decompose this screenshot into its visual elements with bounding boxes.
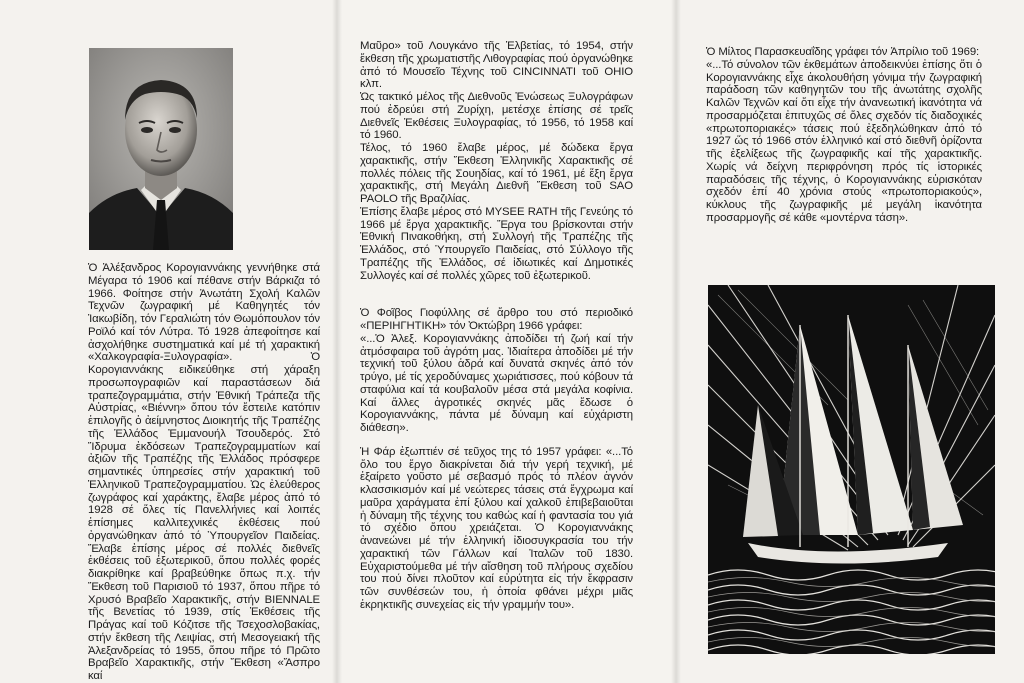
collections-paragraph: Ἐπίσης ἔλαβε μέρος στό MYSEE RATH τῆς Γενεύης τό 1966 μέ ἔργα χαρακτικῆς. Ἔργα του βρίσκονται στήν Ἐθνική Πινακοθήκη, στή Συλλογή τῆς Τραπέζης τῆς Ἑλλάδος, στό Ὑπουργεῖο Παιδείας, στό Σύλλογο τῆς Τραπέζης τῆς Ἑλλάδος, σέ ἰδιωτικές καί Δημοτικές Συλλογές καί σέ πολλές χῶρες τοῦ ἐξωτερικοῦ. xyxy=(360,205,633,282)
sailboats-woodcut xyxy=(708,285,995,654)
quote-text: «...Τό σύνολον τῶν ἐκθεμάτων ἀποδεικνύει ἐπίσης ὅτι ὁ Κορογιαννάκης εἶχε ἀκολουθήση γόνιμα τήν ζωγραφική παράδοση τῶν καθηγητῶν του τῆς ἀνωτάτης σχολῆς Καλῶν Τεχνῶν καί ὅτι εἶχε τήν ἀνανεωτική ἱκανότητα νά προσαρμόζεται ἐπιτυχῶς σέ ὅλες σχεδόν τίς διαδοχικές «πρωτοποριακές» τάσεις πού ἐξεδηλώθηκαν ἀπό τό 1927 ὥς τό 1966 στόν ἑλληνικό καί στό διεθνῆ ὁρίζοντα τῆς ἐξελίξεως τῆς ζωγραφικῆς καί τῆς χαρακτικῆς. Χωρίς νά δείχνη περιφρόνηση πρός τίς ἱστορικές παραδόσεις τῆς τέχνης, ὁ Κορογιαννάκης εὑρισκόταν σχεδόν ἐπί 40 χρόνια στούς «πρωτοποριακούς», κύκλους τῆς ζωγραφικῆς μέ μεγάλη ἱκανότητα προσαρμογῆς σέ κάθε «μοντέρνα τάση». xyxy=(706,58,982,224)
quote-text: Ἡ Φάρ ἐξωπτιέν σέ τεῦχος της τό 1957 γράφει: «...Τό ὅλο του ἔργο διακρίνεται διά τήν γερή τεχνική, μέ ἐξαίρετο γοῦστο μέ σεβασμό πρός τό πλέον ἁγνόν κλασσικισμόν καί μέ νεώτερες τάσεις στά ἔγχρωμα καί μαῦρα χαράγματα ἐπί ξύλου καί χαλκοῦ ἐπιβεβαιοῦται ἡ δύναμη τῆς τέχνης του καθώς καί ἡ φαντασία του γιά τό σχέδιο ὅπου χρειάζεται. Ὁ Κορογιαννάκης ἀνανεώνει μέ τήν ἑλληνική ἰδιοσυγκρασία του τήν χαρακτική τῶν Γάλλων καί Ἰταλῶν τοῦ 1830. Εὐχαριστούμεθα μέ τήν αἴσθηση τοῦ πλήρους σχεδίου του πού δίνει πλοῦτον καί εὐρύτητα εἰς τήν ἔκφρασιν τῶν συνθέσεών του, ἡ ὁποία φθάνει μέχρι μιᾶς ἐκρηκτικῆς συνεχείας εἰς τήν γραμμήν του». xyxy=(360,445,633,611)
right-column xyxy=(706,46,982,225)
fold-crease-right xyxy=(671,0,681,683)
quote-text: «...Ὁ Ἀλεξ. Κορογιαννάκης ἀποδίδει τή ζωή καί τήν ἀτμόσφαιρα τοῦ ἀγρότη μας. Ἰδιαίτερα ἀποδίδει μέ τήν τεχνική τοῦ ξύλου ἁδρά καί δυνατά σκηνές ἀπό τόν τρύγο, μέ τίς χεροδύναμες χωριάτισσες, πού κόβουν τά σταφύλια καί τά κουβαλοῦν μέσα στά μεγάλα κοφίνια. Καί ἄλλες ἀγροτικές σκηνές μᾶς ἔδωσε ὁ Κορογιαννάκης, πάντα μέ δύναμη καί εὐχάριστη διάθεση». xyxy=(360,332,633,434)
woodcut-artwork xyxy=(708,285,995,654)
quote-intro: Ὁ Μίλτος Παρασκευαΐδης γράφει τόν Ἀπρίλιο τοῦ 1969: xyxy=(706,46,980,58)
paragraph-gap xyxy=(360,282,633,307)
biography-column xyxy=(88,262,320,683)
fold-crease-left xyxy=(332,0,342,683)
biography-paragraph: Ὁ Ἀλέξανδρος Κορογιαννάκης γεννήθηκε στά Μέγαρα τό 1906 καί πέθανε στήν Βάρκιζα τό 1966. Φοίτησε στήν Ἀνωτάτη Σχολή Καλῶν Τεχνῶν ζωγραφική μέ Καθηγητές τόν Ἰακωβίδη, τόν Γεραλιώτη τόν Θωμόπουλον τόν Ροϊλό καί τόν Λύτρα. Τό 1928 ἀπεφοίτησε καί ἀσχολήθηκε συστηματικά καί μέ τή χαρακτική «Χαλκογραφία-Ξυλογραφία». Ὁ Κορογιαννάκης ειδικεύθηκε στή χάραξη προσωπογραφιῶν καί παραστάσεων διά τραπεζογραμμάτια, στήν Ἐθνική Τράπεζα τῆς Αὐστρίας, «Βιέννη» ὅπου τόν ἔστειλε κατόπιν ἐπιλογῆς ὁ ἀείμνηστος Διοικητής τῆς Τραπέζης τῆς Ἑλλάδος Ἐμμανουήλ Τσουδερός. Στό Ἵδρυμα ἐκδόσεων Τραπεζογραμματίων καί ἀξιῶν τῆς Τραπέζης τῆς Ἑλλάδος πρόσφερε σημαντικές ὑπηρεσίες στήν χαρακτική τοῦ Ἑλληνικοῦ Τραπεζογραμματίου. Ὡς ἐλεύθερος ζωγράφος καί χαράκτης, ἔλαβε μέρος ἀπό τό 1928 σέ ὅλες τίς Πανελλήνιες καί λοιπές ἐπίσημες καλλιτεχνικές ἐκθέσεις πού ὀργανώθηκαν ἀπό τό Ὑπουργεῖον Παιδείας. Ἔλαβε ἐπίσης μέρος σέ πολλές διεθνεῖς ἐκθέσεις τοῦ ἐξωτερικοῦ, ὅπου πολλές φορές διακρίθηκε καί βραβεύθηκε ὅπως π.χ. τήν Ἔκθεση τοῦ Παρισιοῦ τό 1937, ὅπου πῆρε τό Χρυσό Βραβεῖο Χαρακτικῆς, στήν BIENNALE τῆς Βενετίας τό 1939, στίς Ἐκθέσεις τῆς Πράγας καί τοῦ Κόζιτσε τῆς Τσεχοσλοβακίας, στήν ἔκθεση τῆς Λειψίας, στή Μεσογειακή τῆς Ἀλεξανδρείας τό 1955, ὅπου πῆρε τό Πρῶτο Βραβεῖο Χαρακτικῆς, στήν Ἔκθεση «Ἄσπρο καί xyxy=(88,262,320,682)
exhibitions-paragraph: Τέλος, τό 1960 ἔλαβε μέρος, μέ δώδεκα ἔργα χαρακτικῆς, στήν Ἔκθεση Ἑλληνικῆς Χαρακτικῆς σέ πολλές πόλεις τῆς Σουηδίας, καί τό 1961, μέ ἕξη ἔργα χαρακτικῆς, στή Μεγάλη Διεθνῆ Ἔκθεση τοῦ SAO PAOLO τῆς Βραζιλίας. xyxy=(360,142,633,205)
quote-intro: Ὁ Φοῖβος Γιοφύλλης σέ ἄρθρο του στό περιοδικό «ΠΕΡΙΗΓΗΤΙΚΗ» τόν Ὀκτώβρη 1966 γράφει: xyxy=(360,307,633,332)
portrait-photo xyxy=(89,48,233,250)
exhibitions-paragraph: Μαῦρο» τοῦ Λουγκάνο τῆς Ἑλβετίας, τό 1954, στήν ἔκθεση τῆς χρωματιστῆς Λιθογραφίας πού ὀργανώθηκε ἀπό τό Μουσεῖο Τέχνης τοῦ CINCINNATI τοῦ OHIO κλπ. xyxy=(360,40,633,91)
middle-column xyxy=(360,40,633,612)
exhibitions-paragraph: Ὡς τακτικό μέλος τῆς Διεθνοῦς Ἑνώσεως Ξυλογράφων πού ἑδρεύει στή Ζυρίχη, μετέσχε ἐπίσης σέ τρεῖς Διεθνεῖς Ἐκθέσεις Ξυλογραφίας, τό 1956, τό 1958 καί τό 1960. xyxy=(360,91,633,142)
portrait-illustration xyxy=(89,48,233,250)
paragraph-gap xyxy=(360,435,633,446)
